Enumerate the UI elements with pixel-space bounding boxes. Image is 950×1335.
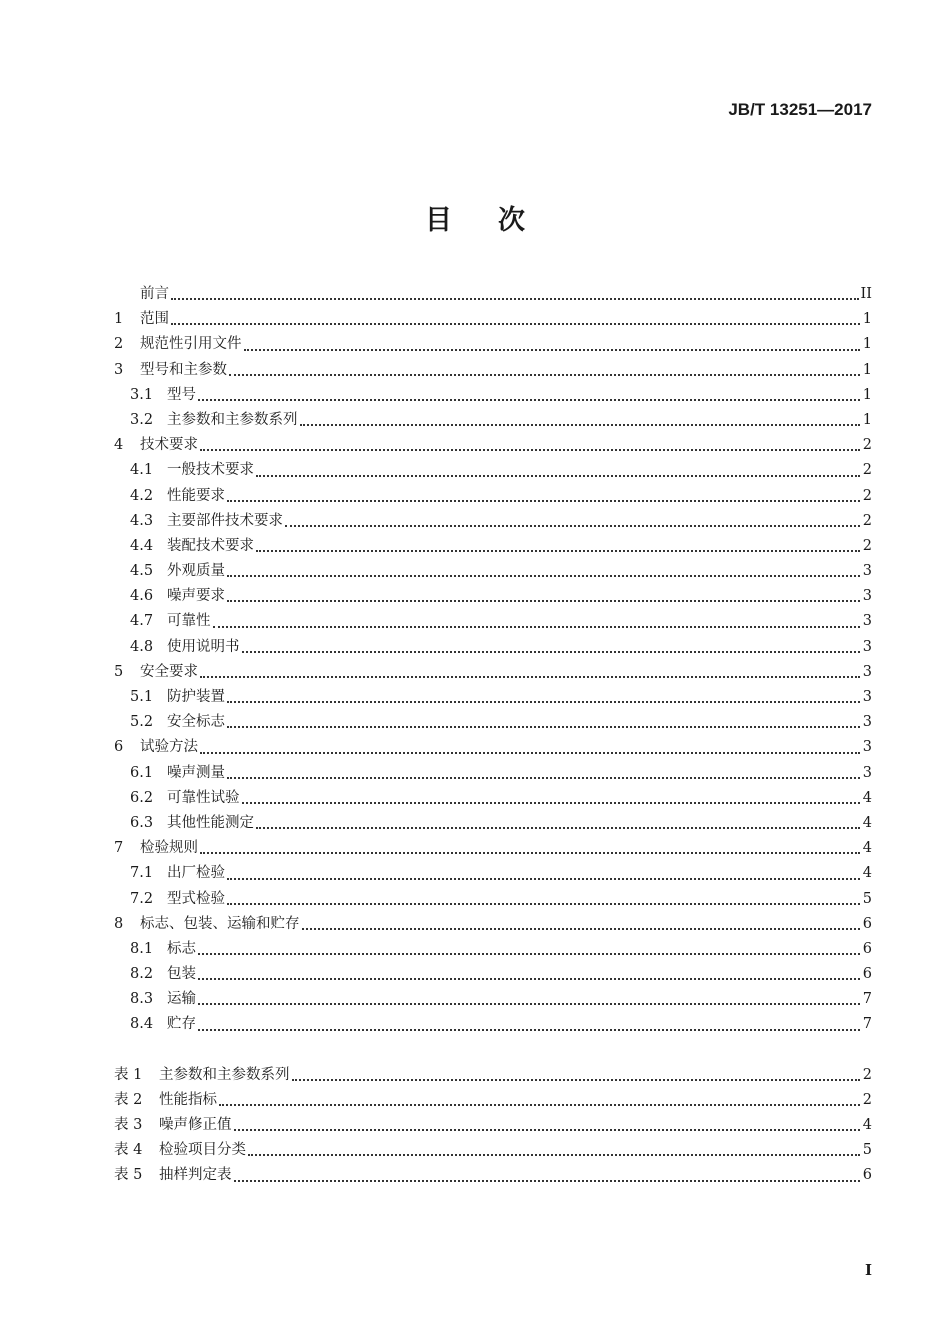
toc-entry-label: 出厂检验 — [167, 865, 225, 882]
toc-entry-number: 4.5 — [130, 563, 154, 580]
toc-entry[interactable] — [114, 836, 872, 861]
toc-entry-page: 3 — [862, 689, 872, 705]
dot-leader — [227, 599, 860, 602]
dot-leader — [256, 474, 860, 477]
toc-entry-label: 噪声要求 — [167, 588, 225, 605]
toc-entry-page: 2 — [862, 462, 872, 479]
toc-entry[interactable] — [114, 811, 872, 836]
dot-leader — [227, 902, 860, 905]
toc-entry-label: 标志、包装、运输和贮存 — [140, 915, 300, 932]
dot-leader — [256, 826, 860, 829]
dot-leader — [198, 952, 860, 955]
toc-entry[interactable] — [114, 383, 872, 408]
toc-entry[interactable] — [114, 635, 872, 660]
toc-entry-label: 主要部件技术要求 — [167, 512, 283, 529]
dot-leader — [234, 1128, 861, 1131]
toc-entry-label: 规范性引用文件 — [140, 336, 242, 353]
dot-leader — [244, 348, 861, 351]
toc-entry-page: 4 — [862, 865, 872, 882]
toc-entry-label: 安全要求 — [140, 663, 198, 680]
toc-entry-number: 8.3 — [130, 991, 154, 1008]
toc-entry-label: 检验项目分类 — [159, 1142, 246, 1159]
toc-entry-page: 2 — [862, 512, 872, 529]
toc-entry-label: 型式检验 — [167, 890, 225, 907]
toc-entry-label: 可靠性试验 — [167, 789, 240, 806]
toc-entry-label: 技术要求 — [140, 437, 198, 454]
toc-entry[interactable] — [114, 887, 872, 912]
dot-leader — [198, 398, 860, 401]
toc-entry[interactable] — [114, 307, 872, 332]
dot-leader — [302, 927, 861, 930]
toc-entry-number: 6.3 — [130, 814, 154, 831]
toc-entry[interactable] — [114, 735, 872, 760]
toc-entry-label: 外观质量 — [167, 563, 225, 580]
toc-entry-number: 2 — [114, 336, 124, 353]
dot-leader — [248, 1153, 860, 1156]
toc-entry-number: 3 — [114, 361, 124, 378]
dot-leader — [198, 1002, 860, 1005]
toc-entry-number: 5.1 — [130, 689, 154, 705]
toc-entry-page: 7 — [862, 991, 872, 1008]
toc-entry[interactable] — [114, 332, 872, 357]
toc-entry-label: 试验方法 — [140, 739, 198, 756]
toc-entry[interactable] — [114, 408, 872, 433]
dot-leader — [219, 1103, 860, 1106]
toc-entry-label: 主参数和主参数系列 — [167, 411, 298, 428]
toc-entry-page: 3 — [862, 638, 872, 655]
dot-leader — [200, 675, 860, 678]
toc-entry-number: 1 — [114, 311, 124, 328]
dot-leader — [227, 700, 860, 703]
toc-entry-label: 装配技术要求 — [167, 537, 254, 554]
toc-entry-number: 6 — [114, 739, 124, 756]
toc-entry-label: 可靠性 — [167, 613, 211, 630]
table-list — [114, 1063, 872, 1189]
page-number: I — [864, 1261, 872, 1279]
dot-leader — [227, 877, 860, 880]
toc-entry-page: 3 — [862, 588, 872, 605]
toc-entry[interactable] — [114, 484, 872, 509]
toc-entry-number: 8.2 — [130, 966, 154, 983]
toc-entry-label: 使用说明书 — [167, 638, 240, 655]
dot-leader — [200, 448, 860, 451]
toc-entry[interactable] — [114, 1113, 872, 1138]
toc-entry[interactable] — [114, 509, 872, 534]
toc-entry-number: 6.2 — [130, 789, 154, 806]
toc-entry-number: 4.6 — [130, 588, 154, 605]
toc-entry[interactable] — [114, 786, 872, 811]
toc-entry[interactable] — [114, 912, 872, 937]
toc-entry-number: 5 — [114, 663, 124, 680]
toc-entry-number: 表 2 — [114, 1091, 143, 1108]
toc-entry[interactable] — [114, 282, 872, 307]
toc-entry[interactable] — [114, 685, 872, 710]
toc-entry-page: 3 — [862, 739, 872, 756]
dot-leader — [227, 776, 860, 779]
dot-leader — [234, 1179, 861, 1182]
toc-entry-number: 7.2 — [130, 890, 154, 907]
toc-entry-number: 3.2 — [130, 411, 154, 428]
toc-entry-page: 2 — [862, 1091, 872, 1108]
toc-spacer — [114, 1038, 872, 1063]
toc-entry[interactable] — [114, 937, 872, 962]
toc-entry-number: 8.4 — [130, 1016, 154, 1033]
toc-entry[interactable] — [114, 584, 872, 609]
toc-entry-number: 表 1 — [114, 1066, 143, 1083]
toc-entry-number: 8 — [114, 915, 124, 932]
dot-leader — [227, 725, 860, 728]
toc-entry-label: 噪声测量 — [167, 764, 225, 781]
dot-leader — [229, 373, 860, 376]
toc-entry-label: 标志 — [167, 940, 196, 957]
toc-entry-label: 抽样判定表 — [159, 1167, 232, 1184]
toc-entry-page: 3 — [862, 613, 872, 630]
toc-entry-label: 主参数和主参数系列 — [159, 1066, 290, 1083]
toc-entry-label: 运输 — [167, 991, 196, 1008]
toc-entry-label: 贮存 — [167, 1016, 196, 1033]
toc-entry-page: 5 — [862, 890, 872, 907]
toc-entry[interactable] — [114, 987, 872, 1012]
dot-leader — [171, 322, 860, 325]
toc-entry-page: 1 — [862, 336, 872, 353]
toc-entry-label: 前言 — [140, 286, 169, 302]
toc-entry-label: 一般技术要求 — [167, 462, 254, 479]
toc-entry-number: 表 4 — [114, 1142, 143, 1159]
toc-entries — [114, 282, 872, 1038]
toc-entry-number: 4 — [114, 437, 124, 454]
toc-entry[interactable] — [114, 559, 872, 584]
dot-leader — [198, 1028, 860, 1031]
toc-entry-label: 型号和主参数 — [140, 361, 227, 378]
toc-entry-label: 性能指标 — [159, 1091, 217, 1108]
dot-leader — [242, 650, 861, 653]
dot-leader — [256, 549, 860, 552]
toc-entry[interactable] — [114, 534, 872, 559]
dot-leader — [200, 851, 860, 854]
toc-entry-page: 6 — [862, 915, 872, 932]
toc-entry-page: 6 — [862, 966, 872, 983]
toc-entry-number: 4.4 — [130, 537, 154, 554]
toc-entry[interactable] — [114, 1163, 872, 1188]
toc-entry-page: 2 — [862, 487, 872, 504]
toc-entry-page: 4 — [862, 840, 872, 857]
toc-entry-page: 3 — [862, 714, 872, 731]
toc-entry-number: 6.1 — [130, 764, 154, 781]
toc-entry-page: II — [860, 286, 872, 302]
standard-code: JB/T 13251—2017 — [728, 100, 872, 119]
toc-entry[interactable] — [114, 710, 872, 735]
toc-entry-label: 范围 — [140, 311, 169, 328]
toc-entry-page: 4 — [862, 1117, 872, 1133]
toc-entry-page: 1 — [862, 361, 872, 378]
toc-entry-number: 5.2 — [130, 714, 154, 731]
toc-entry[interactable] — [114, 962, 872, 987]
toc-entry-page: 3 — [862, 764, 872, 781]
toc-entry-page: 2 — [862, 1066, 872, 1083]
toc-entry-number: 7.1 — [130, 865, 154, 882]
toc-entry[interactable] — [114, 861, 872, 886]
dot-leader — [242, 801, 861, 804]
toc-entry-label: 型号 — [167, 386, 196, 403]
toc-entry-page: 6 — [862, 1167, 872, 1184]
table-of-contents — [114, 282, 872, 1189]
toc-entry-number: 表 5 — [114, 1167, 143, 1184]
toc-entry-label: 性能要求 — [167, 487, 225, 504]
toc-entry-label: 噪声修正值 — [159, 1117, 232, 1133]
toc-entry[interactable] — [114, 1063, 872, 1088]
dot-leader — [213, 625, 861, 628]
toc-entry-page: 1 — [862, 386, 872, 403]
toc-entry[interactable] — [114, 609, 872, 634]
toc-entry-label: 安全标志 — [167, 714, 225, 731]
page-title: 目次 — [425, 205, 571, 236]
toc-entry-number: 8.1 — [130, 940, 154, 957]
dot-leader — [200, 751, 860, 754]
toc-entry-number: 4.7 — [130, 613, 154, 630]
toc-entry-number: 表 3 — [114, 1117, 143, 1133]
toc-entry[interactable] — [114, 433, 872, 458]
toc-entry-page: 5 — [862, 1142, 872, 1159]
toc-entry[interactable] — [114, 761, 872, 786]
toc-entry-number: 4.1 — [130, 462, 154, 479]
toc-entry-page: 1 — [862, 311, 872, 328]
toc-entry-label: 防护装置 — [167, 689, 225, 705]
dot-leader — [227, 574, 860, 577]
toc-entry-number: 3.1 — [130, 386, 154, 403]
toc-entry-page: 3 — [862, 663, 872, 680]
dot-leader — [285, 524, 860, 527]
dot-leader — [300, 423, 861, 426]
toc-entry-number: 4.8 — [130, 638, 154, 655]
toc-entry-page: 2 — [862, 437, 872, 454]
toc-entry[interactable] — [114, 1138, 872, 1163]
toc-entry[interactable] — [114, 1088, 872, 1113]
toc-entry-page: 4 — [862, 789, 872, 806]
toc-entry-label: 检验规则 — [140, 840, 198, 857]
toc-entry-number: 4.2 — [130, 487, 154, 504]
toc-entry-label: 包装 — [167, 966, 196, 983]
toc-entry-page: 1 — [862, 411, 872, 428]
toc-entry-page: 6 — [862, 940, 872, 957]
toc-entry-page: 3 — [862, 563, 872, 580]
dot-leader — [292, 1078, 861, 1081]
toc-entry[interactable] — [114, 458, 872, 483]
dot-leader — [198, 977, 860, 980]
toc-entry-page: 2 — [862, 537, 872, 554]
dot-leader — [227, 499, 860, 502]
toc-entry[interactable] — [114, 660, 872, 685]
toc-entry-label: 其他性能测定 — [167, 814, 254, 831]
toc-entry-page: 7 — [862, 1016, 872, 1033]
toc-entry[interactable] — [114, 1012, 872, 1037]
dot-leader — [171, 297, 859, 300]
toc-entry[interactable] — [114, 358, 872, 383]
toc-entry-number: 4.3 — [130, 512, 154, 529]
toc-entry-number: 7 — [114, 840, 124, 857]
toc-entry-page: 4 — [862, 814, 872, 831]
